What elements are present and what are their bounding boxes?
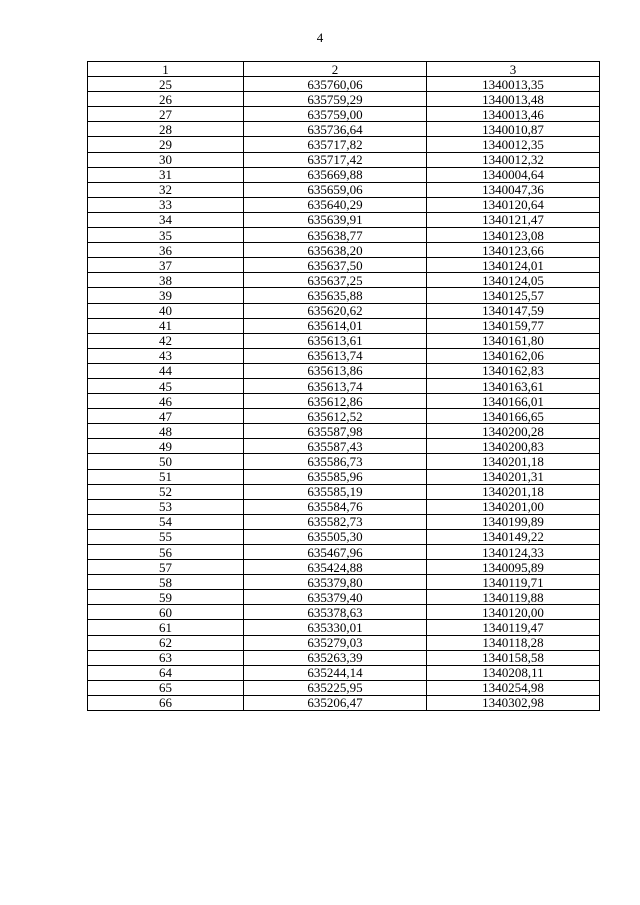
y-coordinate-cell: 1340124,05 bbox=[427, 273, 600, 288]
point-number-cell: 37 bbox=[88, 258, 244, 273]
x-coordinate-cell: 635505,30 bbox=[244, 529, 427, 544]
y-coordinate-cell: 1340201,00 bbox=[427, 499, 600, 514]
point-number-cell: 35 bbox=[88, 228, 244, 243]
y-coordinate-cell: 1340047,36 bbox=[427, 182, 600, 197]
x-coordinate-cell: 635612,86 bbox=[244, 394, 427, 409]
x-coordinate-cell: 635263,39 bbox=[244, 650, 427, 665]
y-coordinate-cell: 1340161,80 bbox=[427, 333, 600, 348]
point-number-cell: 56 bbox=[88, 545, 244, 560]
y-coordinate-cell: 1340201,18 bbox=[427, 454, 600, 469]
table-row bbox=[88, 288, 600, 303]
x-coordinate-cell: 635613,86 bbox=[244, 363, 427, 378]
x-coordinate-cell: 635717,82 bbox=[244, 137, 427, 152]
table-row bbox=[88, 167, 600, 182]
point-number-cell: 47 bbox=[88, 409, 244, 424]
table-row bbox=[88, 560, 600, 575]
table-row bbox=[88, 318, 600, 333]
y-coordinate-cell: 1340162,06 bbox=[427, 348, 600, 363]
point-number-cell: 34 bbox=[88, 212, 244, 227]
page-number: 4 bbox=[316, 30, 324, 45]
point-number-cell: 45 bbox=[88, 378, 244, 393]
x-coordinate-cell: 635613,74 bbox=[244, 378, 427, 393]
table-row bbox=[88, 333, 600, 348]
x-coordinate-cell: 635587,43 bbox=[244, 439, 427, 454]
y-coordinate-cell: 1340123,08 bbox=[427, 228, 600, 243]
x-coordinate-cell: 635614,01 bbox=[244, 318, 427, 333]
point-number-cell: 60 bbox=[88, 605, 244, 620]
table-row bbox=[88, 620, 600, 635]
table-row bbox=[88, 212, 600, 227]
table-row bbox=[88, 680, 600, 695]
x-coordinate-cell: 635669,88 bbox=[244, 167, 427, 182]
table-row bbox=[88, 197, 600, 212]
x-coordinate-cell: 635584,76 bbox=[244, 499, 427, 514]
y-coordinate-cell: 1340163,61 bbox=[427, 378, 600, 393]
point-number-cell: 44 bbox=[88, 363, 244, 378]
point-number-cell: 39 bbox=[88, 288, 244, 303]
table-row bbox=[88, 273, 600, 288]
column-header-2: 2 bbox=[244, 62, 427, 77]
table-row bbox=[88, 122, 600, 137]
table-row bbox=[88, 243, 600, 258]
point-number-cell: 61 bbox=[88, 620, 244, 635]
y-coordinate-cell: 1340199,89 bbox=[427, 514, 600, 529]
point-number-cell: 54 bbox=[88, 514, 244, 529]
point-number-cell: 26 bbox=[88, 92, 244, 107]
table-row bbox=[88, 303, 600, 318]
table-row bbox=[88, 424, 600, 439]
y-coordinate-cell: 1340124,01 bbox=[427, 258, 600, 273]
point-number-cell: 25 bbox=[88, 77, 244, 92]
x-coordinate-cell: 635638,20 bbox=[244, 243, 427, 258]
x-coordinate-cell: 635379,80 bbox=[244, 575, 427, 590]
point-number-cell: 57 bbox=[88, 560, 244, 575]
y-coordinate-cell: 1340013,48 bbox=[427, 92, 600, 107]
point-number-cell: 43 bbox=[88, 348, 244, 363]
x-coordinate-cell: 635613,61 bbox=[244, 333, 427, 348]
y-coordinate-cell: 1340124,33 bbox=[427, 545, 600, 560]
table-row bbox=[88, 258, 600, 273]
y-coordinate-cell: 1340149,22 bbox=[427, 529, 600, 544]
y-coordinate-cell: 1340118,28 bbox=[427, 635, 600, 650]
table-row bbox=[88, 575, 600, 590]
x-coordinate-cell: 635585,96 bbox=[244, 469, 427, 484]
table-row bbox=[88, 665, 600, 680]
x-coordinate-cell: 635759,00 bbox=[244, 107, 427, 122]
x-coordinate-cell: 635637,25 bbox=[244, 273, 427, 288]
point-number-cell: 62 bbox=[88, 635, 244, 650]
table-row bbox=[88, 499, 600, 514]
point-number-cell: 38 bbox=[88, 273, 244, 288]
y-coordinate-cell: 1340201,31 bbox=[427, 469, 600, 484]
point-number-cell: 49 bbox=[88, 439, 244, 454]
x-coordinate-cell: 635467,96 bbox=[244, 545, 427, 560]
point-number-cell: 51 bbox=[88, 469, 244, 484]
table-row bbox=[88, 695, 600, 710]
x-coordinate-cell: 635279,03 bbox=[244, 635, 427, 650]
x-coordinate-cell: 635585,19 bbox=[244, 484, 427, 499]
table-row bbox=[88, 77, 600, 92]
y-coordinate-cell: 1340201,18 bbox=[427, 484, 600, 499]
y-coordinate-cell: 1340120,64 bbox=[427, 197, 600, 212]
y-coordinate-cell: 1340208,11 bbox=[427, 665, 600, 680]
y-coordinate-cell: 1340010,87 bbox=[427, 122, 600, 137]
point-number-cell: 64 bbox=[88, 665, 244, 680]
y-coordinate-cell: 1340119,88 bbox=[427, 590, 600, 605]
x-coordinate-cell: 635760,06 bbox=[244, 77, 427, 92]
point-number-cell: 50 bbox=[88, 454, 244, 469]
x-coordinate-cell: 635639,91 bbox=[244, 212, 427, 227]
x-coordinate-cell: 635586,73 bbox=[244, 454, 427, 469]
y-coordinate-cell: 1340162,83 bbox=[427, 363, 600, 378]
y-coordinate-cell: 1340013,46 bbox=[427, 107, 600, 122]
y-coordinate-cell: 1340013,35 bbox=[427, 77, 600, 92]
table-row bbox=[88, 182, 600, 197]
y-coordinate-cell: 1340123,66 bbox=[427, 243, 600, 258]
table-row bbox=[88, 137, 600, 152]
x-coordinate-cell: 635612,52 bbox=[244, 409, 427, 424]
y-coordinate-cell: 1340159,77 bbox=[427, 318, 600, 333]
x-coordinate-cell: 635225,95 bbox=[244, 680, 427, 695]
point-number-cell: 33 bbox=[88, 197, 244, 212]
x-coordinate-cell: 635206,47 bbox=[244, 695, 427, 710]
table-row bbox=[88, 650, 600, 665]
x-coordinate-cell: 635587,98 bbox=[244, 424, 427, 439]
y-coordinate-cell: 1340095,89 bbox=[427, 560, 600, 575]
point-number-cell: 31 bbox=[88, 167, 244, 182]
y-coordinate-cell: 1340004,64 bbox=[427, 167, 600, 182]
y-coordinate-cell: 1340254,98 bbox=[427, 680, 600, 695]
x-coordinate-cell: 635640,29 bbox=[244, 197, 427, 212]
x-coordinate-cell: 635424,88 bbox=[244, 560, 427, 575]
table-row bbox=[88, 635, 600, 650]
point-number-cell: 28 bbox=[88, 122, 244, 137]
x-coordinate-cell: 635635,88 bbox=[244, 288, 427, 303]
table-row bbox=[88, 469, 600, 484]
point-number-cell: 46 bbox=[88, 394, 244, 409]
point-number-cell: 48 bbox=[88, 424, 244, 439]
table-row bbox=[88, 152, 600, 167]
table-row bbox=[88, 394, 600, 409]
y-coordinate-cell: 1340012,32 bbox=[427, 152, 600, 167]
point-number-cell: 55 bbox=[88, 529, 244, 544]
point-number-cell: 66 bbox=[88, 695, 244, 710]
point-number-cell: 58 bbox=[88, 575, 244, 590]
table-row bbox=[88, 529, 600, 544]
table-row bbox=[88, 454, 600, 469]
table-row bbox=[88, 514, 600, 529]
table-row bbox=[88, 605, 600, 620]
y-coordinate-cell: 1340158,58 bbox=[427, 650, 600, 665]
table-row bbox=[88, 545, 600, 560]
x-coordinate-cell: 635379,40 bbox=[244, 590, 427, 605]
point-number-cell: 29 bbox=[88, 137, 244, 152]
table-row bbox=[88, 92, 600, 107]
y-coordinate-cell: 1340120,00 bbox=[427, 605, 600, 620]
y-coordinate-cell: 1340125,57 bbox=[427, 288, 600, 303]
table-row bbox=[88, 439, 600, 454]
table-row bbox=[88, 348, 600, 363]
x-coordinate-cell: 635378,63 bbox=[244, 605, 427, 620]
y-coordinate-cell: 1340166,01 bbox=[427, 394, 600, 409]
point-number-cell: 32 bbox=[88, 182, 244, 197]
table-row bbox=[88, 590, 600, 605]
x-coordinate-cell: 635613,74 bbox=[244, 348, 427, 363]
y-coordinate-cell: 1340200,28 bbox=[427, 424, 600, 439]
column-header-3: 3 bbox=[427, 62, 600, 77]
y-coordinate-cell: 1340200,83 bbox=[427, 439, 600, 454]
point-number-cell: 42 bbox=[88, 333, 244, 348]
y-coordinate-cell: 1340119,47 bbox=[427, 620, 600, 635]
point-number-cell: 36 bbox=[88, 243, 244, 258]
point-number-cell: 30 bbox=[88, 152, 244, 167]
x-coordinate-cell: 635637,50 bbox=[244, 258, 427, 273]
table-body bbox=[88, 77, 600, 711]
y-coordinate-cell: 1340302,98 bbox=[427, 695, 600, 710]
table-row bbox=[88, 378, 600, 393]
table-row bbox=[88, 484, 600, 499]
column-header-1: 1 bbox=[88, 62, 244, 77]
y-coordinate-cell: 1340147,59 bbox=[427, 303, 600, 318]
point-number-cell: 52 bbox=[88, 484, 244, 499]
coordinates-table bbox=[87, 61, 600, 711]
point-number-cell: 41 bbox=[88, 318, 244, 333]
table-header-row bbox=[88, 62, 600, 77]
table-row bbox=[88, 228, 600, 243]
point-number-cell: 59 bbox=[88, 590, 244, 605]
x-coordinate-cell: 635659,06 bbox=[244, 182, 427, 197]
point-number-cell: 27 bbox=[88, 107, 244, 122]
y-coordinate-cell: 1340121,47 bbox=[427, 212, 600, 227]
table-row bbox=[88, 409, 600, 424]
x-coordinate-cell: 635330,01 bbox=[244, 620, 427, 635]
point-number-cell: 65 bbox=[88, 680, 244, 695]
point-number-cell: 63 bbox=[88, 650, 244, 665]
x-coordinate-cell: 635582,73 bbox=[244, 514, 427, 529]
y-coordinate-cell: 1340166,65 bbox=[427, 409, 600, 424]
x-coordinate-cell: 635620,62 bbox=[244, 303, 427, 318]
x-coordinate-cell: 635759,29 bbox=[244, 92, 427, 107]
x-coordinate-cell: 635244,14 bbox=[244, 665, 427, 680]
table-row bbox=[88, 107, 600, 122]
y-coordinate-cell: 1340012,35 bbox=[427, 137, 600, 152]
x-coordinate-cell: 635736,64 bbox=[244, 122, 427, 137]
point-number-cell: 40 bbox=[88, 303, 244, 318]
y-coordinate-cell: 1340119,71 bbox=[427, 575, 600, 590]
x-coordinate-cell: 635638,77 bbox=[244, 228, 427, 243]
x-coordinate-cell: 635717,42 bbox=[244, 152, 427, 167]
point-number-cell: 53 bbox=[88, 499, 244, 514]
table-row bbox=[88, 363, 600, 378]
